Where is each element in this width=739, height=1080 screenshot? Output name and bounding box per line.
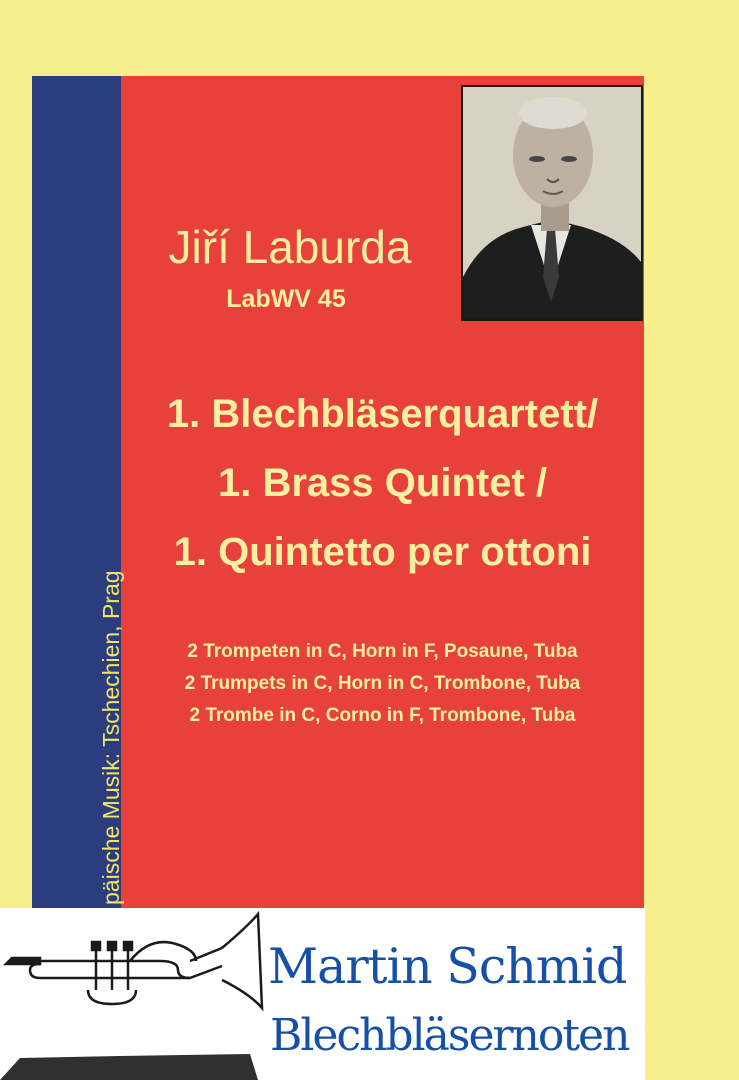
instrumentation (121, 636, 644, 732)
catalog-number: LabWV 45 (226, 285, 346, 313)
title-italian: 1. Quintetto per ottoni (173, 530, 592, 574)
composer-name: Jiří Laburda (168, 221, 412, 273)
title-english: 1. Brass Quintet / (218, 461, 547, 505)
instrumentation-italian: 2 Trombe in C, Corno in F, Trombone, Tuba (189, 705, 576, 726)
instrumentation-german: 2 Trompeten in C, Horn in F, Posaune, Tuba (187, 641, 578, 662)
work-titles (121, 380, 644, 587)
publisher-name: Martin Schmid (268, 938, 627, 995)
portrait-image (463, 87, 641, 319)
title-german: 1. Blechbläserquartett/ (166, 392, 599, 436)
instrumentation-english: 2 Trumpets in C, Horn in C, Trombone, Tuba (184, 673, 581, 694)
spine-text: päische Musik: Tschechien, Prag (98, 570, 124, 905)
publisher-subtitle: Blechbläsernoten (270, 1010, 629, 1061)
composer-portrait (461, 85, 643, 321)
